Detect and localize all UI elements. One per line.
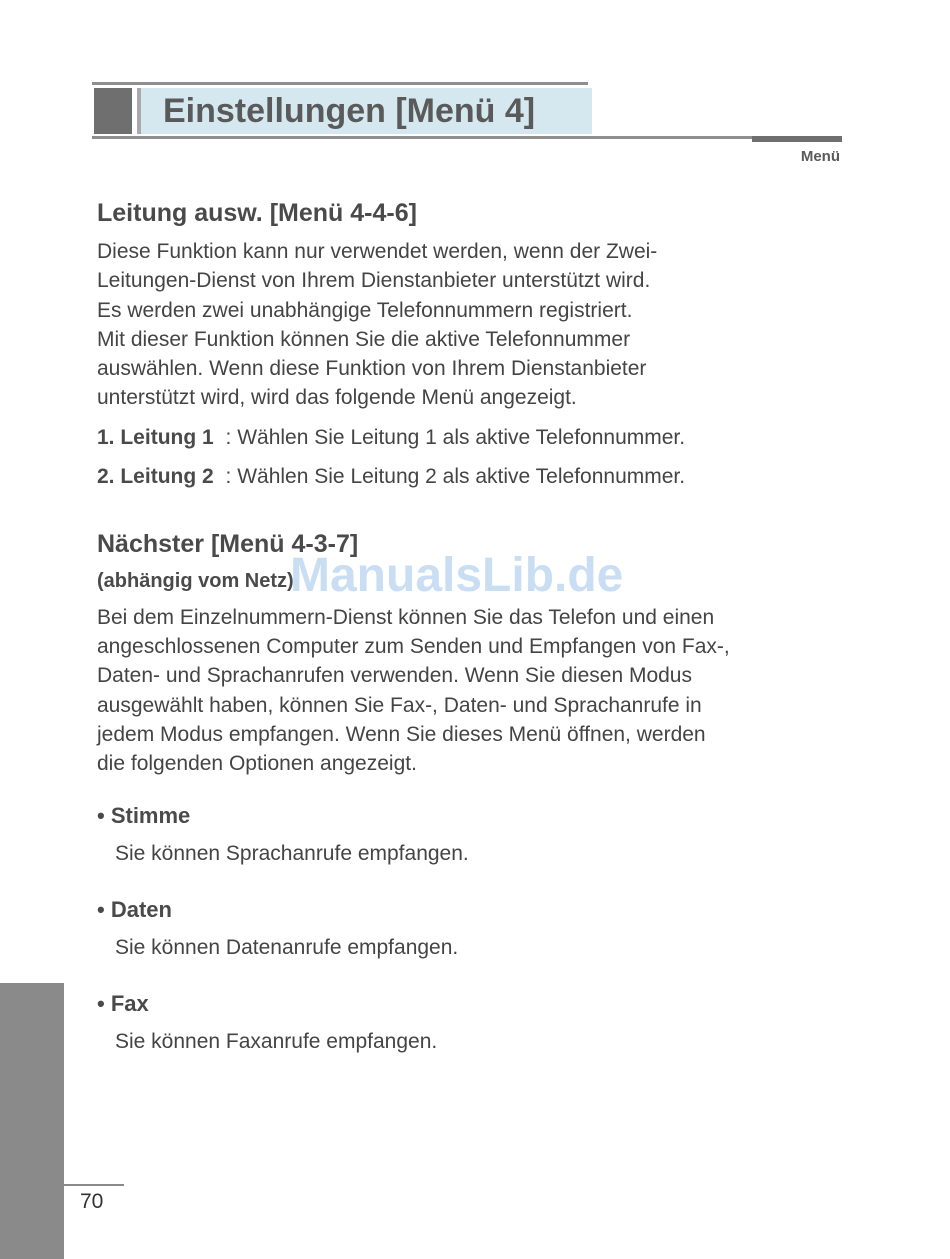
paragraph-line: ausgewählt haben, können Sie Fax-, Daten- und Sprachanrufe in: [97, 693, 702, 717]
list-item-desc: : Wählen Sie Leitung 2 als aktive Telefonnummer.: [225, 464, 686, 488]
section2-subheading: (abhängig vom Netz): [97, 569, 294, 592]
paragraph-line: Daten- und Sprachanrufen verwenden. Wenn Sie diesen Modus: [97, 664, 692, 688]
list-item-desc: : Wählen Sie Leitung 1 als aktive Telefonnummer.: [225, 425, 686, 449]
header-bottom-accent: [752, 136, 842, 142]
section1-heading: Leitung ausw. [Menü 4-4-6]: [97, 199, 417, 227]
paragraph-line: auswählen. Wenn diese Funktion von Ihrem Dienstanbieter: [97, 357, 647, 381]
bullet-desc-stimme: Sie können Sprachanrufe empfangen.: [115, 841, 469, 865]
list-item-number: 1.: [97, 425, 115, 449]
bullet-title-daten: • Daten: [97, 896, 172, 922]
paragraph-line: jedem Modus empfangen. Wenn Sie dieses Menü öffnen, werden: [97, 722, 706, 746]
bullet-desc-daten: Sie können Datenanrufe empfangen.: [115, 935, 459, 959]
header-marker-square: [94, 88, 132, 134]
list-item: [97, 423, 847, 452]
bullet-desc-fax: Sie können Faxanrufe empfangen.: [115, 1029, 438, 1053]
list-item-term: Leitung 2: [120, 464, 214, 488]
section2-heading: Nächster [Menü 4-3-7]: [97, 529, 359, 558]
paragraph-line: unterstützt wird, wird das folgende Menü angezeigt.: [97, 386, 577, 410]
paragraph-line: Leitungen-Dienst von Ihrem Dienstanbieter unterstützt wird.: [97, 269, 651, 293]
header-gap: [132, 88, 136, 134]
page-content: [97, 196, 847, 1057]
paragraph-line: Es werden zwei unabhängige Telefonnummern registriert.: [97, 298, 633, 322]
list-item: [97, 462, 847, 491]
page-number: 70: [80, 1190, 104, 1213]
list-item-number: 2.: [97, 464, 115, 488]
paragraph-line: Diese Funktion kann nur verwendet werden, wenn der Zwei-: [97, 240, 658, 263]
paragraph-line: die folgenden Optionen angezeigt.: [97, 752, 417, 776]
bullet-title-fax: • Fax: [97, 990, 149, 1016]
section1-paragraph: [97, 237, 847, 413]
side-tab: [0, 983, 64, 1259]
paragraph-line: Bei dem Einzelnummern-Dienst können Sie das Telefon und einen: [97, 605, 715, 629]
header-top-rule: [92, 82, 588, 85]
bullet-title-stimme: • Stimme: [97, 802, 191, 828]
list-item-term: Leitung 1: [120, 425, 214, 449]
header-bottom-rule: [92, 136, 842, 139]
paragraph-line: angeschlossenen Computer zum Senden und Empfangen von Fax-,: [97, 635, 730, 659]
page-title: Einstellungen [Menü 4]: [163, 92, 536, 130]
paragraph-line: Mit dieser Funktion können Sie die aktive Telefonnummer: [97, 327, 631, 351]
page-number-rule: [64, 1184, 124, 1186]
section-label: Menü: [800, 148, 840, 165]
watermark: ManualsLib.de: [290, 549, 624, 602]
section2-paragraph: [97, 603, 847, 779]
